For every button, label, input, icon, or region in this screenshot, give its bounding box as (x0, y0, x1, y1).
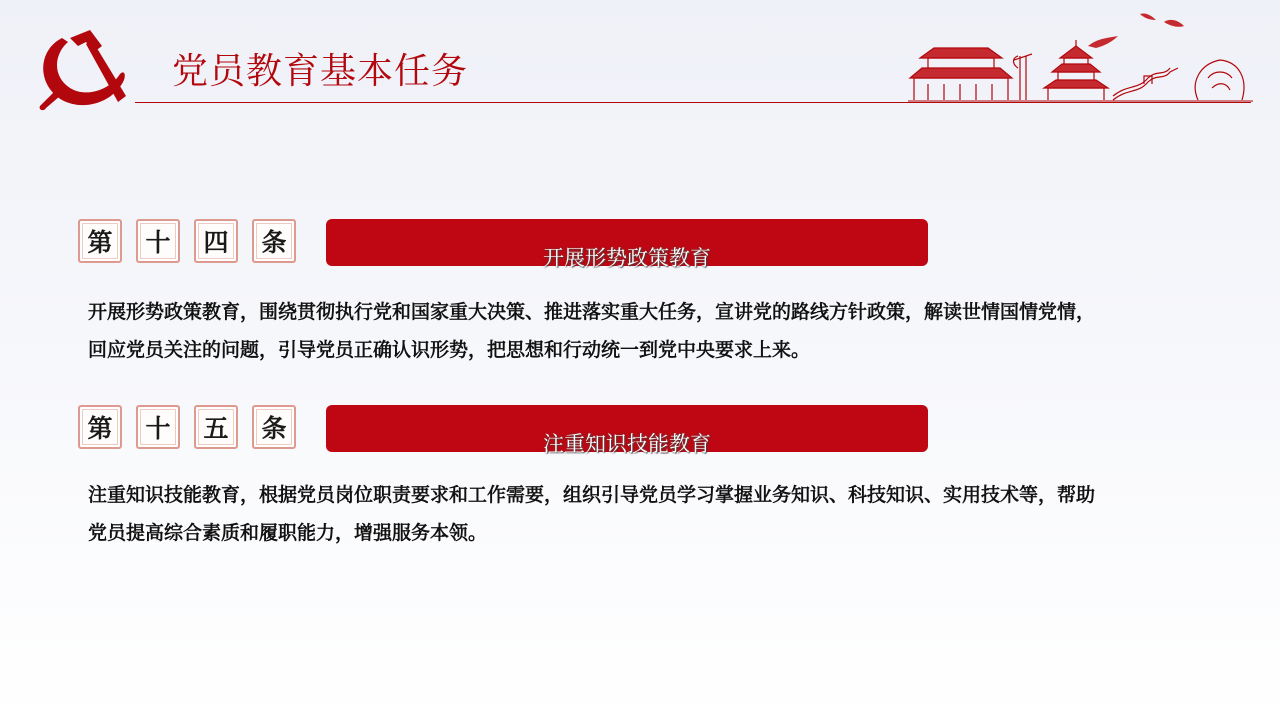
article-char: 条 (252, 405, 296, 449)
article-char: 第 (78, 405, 122, 449)
section-body-text: 开展形势政策教育，围绕贯彻执行党和国家重大决策、推进落实重大任务，宣讲党的路线方针政策，解读世情国情党情，回应党员关注的问题，引导党员正确认识形势，把思想和行动统一到党中央要求上来。 (88, 301, 1096, 361)
section-heading: 注重知识技能教育 (543, 432, 711, 456)
article-char: 五 (194, 405, 238, 449)
beijing-landmarks-icon (908, 8, 1253, 104)
section-heading-bar (326, 219, 928, 270)
section-body-text: 注重知识技能教育，根据党员岗位职责要求和工作需要，组织引导党员学习掌握业务知识、科技知识、实用技术等，帮助党员提高综合素质和履职能力，增强服务本领。 (88, 484, 1096, 544)
page-title: 党员教育基本任务 (172, 51, 469, 92)
article-char: 四 (194, 219, 238, 263)
article-number (78, 219, 310, 263)
section-heading-bar (326, 405, 928, 456)
hammer-sickle-icon (32, 26, 130, 114)
article-char: 十 (136, 405, 180, 449)
article-char: 条 (252, 219, 296, 263)
section-heading: 开展形势政策教育 (543, 246, 711, 270)
article-char: 第 (78, 219, 122, 263)
article-char: 十 (136, 219, 180, 263)
article-number (78, 405, 310, 449)
